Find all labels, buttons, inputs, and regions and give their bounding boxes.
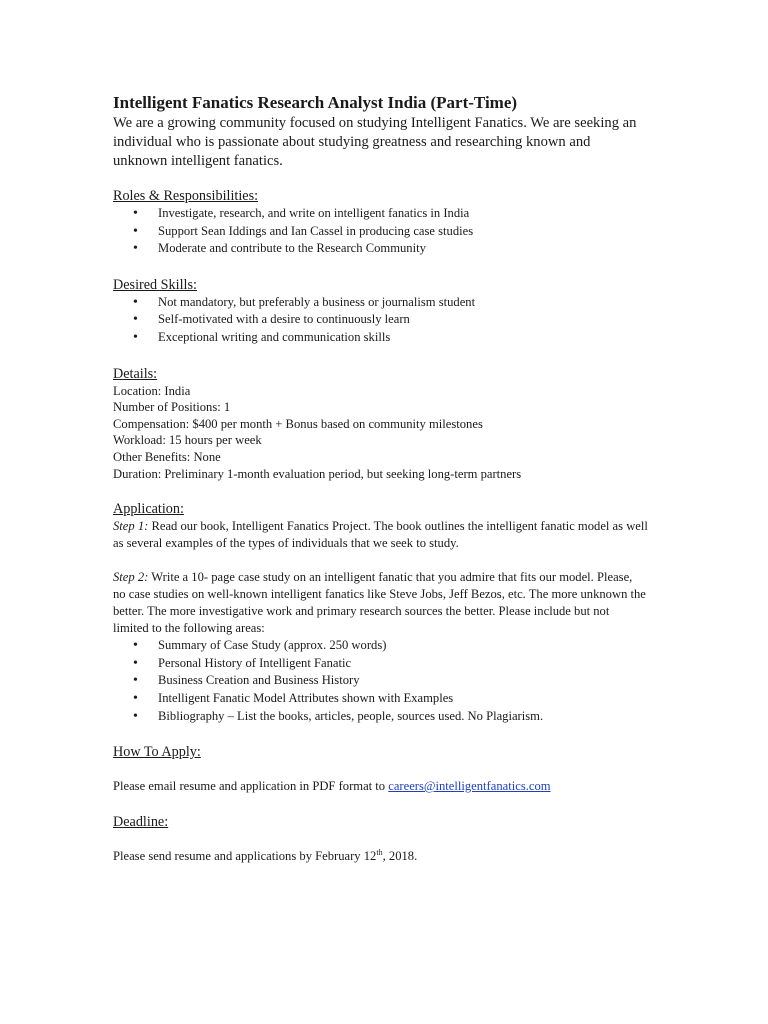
how-to-apply-text <box>113 778 648 795</box>
skills-section <box>113 276 648 347</box>
intro-paragraph: We are a growing community focused on studying Intelligent Fanatics. We are seeking an individual who is passionate about studying greatness and researching known and unknown intelligent fanatics. <box>113 115 637 169</box>
list-item: • Self-motivated with a desire to continuously learn <box>113 311 648 329</box>
step-2-label: Step 2: <box>113 570 149 585</box>
list-item: • Support Sean Iddings and Ian Cassel in producing case studies <box>113 223 648 241</box>
how-to-apply-heading: How To Apply: <box>113 744 201 761</box>
deadline-ordinal-suffix: th <box>376 847 383 857</box>
skills-list <box>113 294 648 347</box>
step-1-label: Step 1: <box>113 519 149 534</box>
list-item: • Business Creation and Business History <box>113 672 648 690</box>
detail-compensation: Compensation: $400 per month + Bonus based on community milestones <box>113 416 483 431</box>
step-1-text: Read our book, Intelligent Fanatics Project. The book outlines the intelligent fanatic model as well as several examples of the types of individuals that we seek to study. <box>113 519 648 551</box>
details-section <box>113 365 648 483</box>
roles-section <box>113 187 648 258</box>
deadline-section <box>113 813 648 865</box>
deadline-heading: Deadline: <box>113 814 169 831</box>
roles-heading: Roles & Responsibilities: <box>113 188 259 204</box>
deadline-sentence: Please send resume and applications by February 12 <box>113 849 377 864</box>
skills-heading: Desired Skills: <box>113 276 197 293</box>
how-to-apply-section <box>113 743 648 795</box>
list-item: • Moderate and contribute to the Research Community <box>113 240 648 258</box>
detail-positions: Number of Positions: 1 <box>113 400 231 415</box>
step-1-paragraph <box>113 518 648 552</box>
deadline-text <box>113 848 648 865</box>
application-heading: Application: <box>113 501 184 518</box>
roles-list <box>113 205 648 258</box>
list-item: • Not mandatory, but preferably a business or journalism student <box>113 294 648 312</box>
details-heading: Details: <box>113 365 158 382</box>
list-item: • Exceptional writing and communication skills <box>113 329 648 347</box>
detail-duration: Duration: Preliminary 1-month evaluation period, but seeking long-term partners <box>113 466 522 481</box>
list-item: • Intelligent Fanatic Model Attributes shown with Examples <box>113 690 648 708</box>
careers-email-link[interactable]: careers@intelligentfanatics.com <box>388 779 551 794</box>
list-item: • Summary of Case Study (approx. 250 words) <box>113 637 648 655</box>
list-item: • Bibliography – List the books, articles, people, sources used. No Plagiarism. <box>113 708 648 726</box>
how-to-apply-sentence: Please email resume and application in PDF format to <box>113 779 389 794</box>
application-section <box>113 500 648 725</box>
detail-benefits: Other Benefits: None <box>113 449 221 464</box>
application-areas-list <box>113 637 648 725</box>
deadline-year: , 2018. <box>382 849 418 864</box>
step-2-text: Write a 10- page case study on an intelligent fanatic that you admire that fits our model. Please, no case studies on well-known intelligent fanatics like Steve Jobs, Jeff Bezos, etc. The more unknown the better. The more investigative work and primary research sources the better. Please include but not limited to the following areas: <box>113 570 646 636</box>
page-title: Intelligent Fanatics Research Analyst India (Part-Time) <box>113 93 518 112</box>
list-item: • Personal History of Intelligent Fanatic <box>113 655 648 673</box>
list-item: • Investigate, research, and write on intelligent fanatics in India <box>113 205 648 223</box>
detail-workload: Workload: 15 hours per week <box>113 433 262 448</box>
step-2-paragraph <box>113 569 648 637</box>
detail-location: Location: India <box>113 383 191 398</box>
